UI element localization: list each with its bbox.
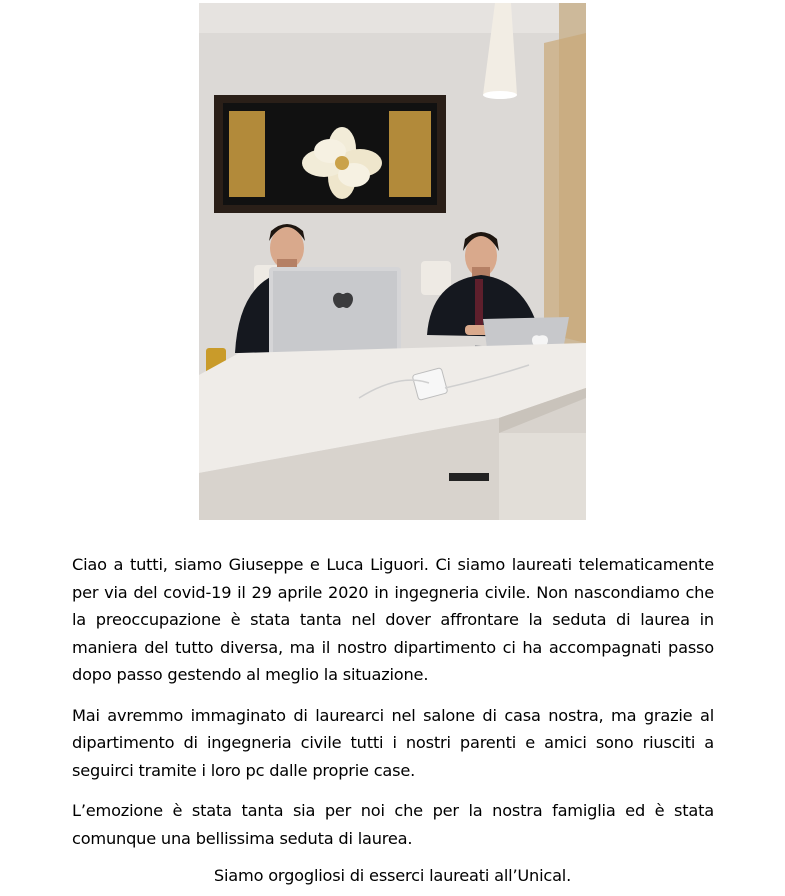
closing-line: Siamo orgogliosi di esserci laureati all’Unical. (213, 866, 572, 885)
article-body (72, 551, 714, 865)
paragraph-emotion: L’emozione è stata tanta sia per noi che per la nostra famiglia ed è stata comunque una bellissima seduta di laurea. (72, 801, 714, 848)
graduation-photo (199, 3, 586, 520)
paragraph-intro: Ciao a tutti, siamo Giuseppe e Luca Liguori. Ci siamo laureati telematicamente per via del covid-19 il 29 aprile 2020 in ingegneria civile. Non nascondiamo che la preoccupazione è stata tanta nel dover affrontare la seduta di laurea in maniera del tutto diversa, ma il nostro dipartimento ci ha accompagnati passo dopo passo gestendo al meglio la situazione. (72, 555, 714, 684)
paragraph-home-salon: Mai avremmo immaginato di laurearci nel salone di casa nostra, ma grazie al dipartimento di ingegneria civile tutti i nostri parenti e amici sono riusciti a seguirci tramite i loro pc dalle proprie case. (72, 705, 714, 780)
